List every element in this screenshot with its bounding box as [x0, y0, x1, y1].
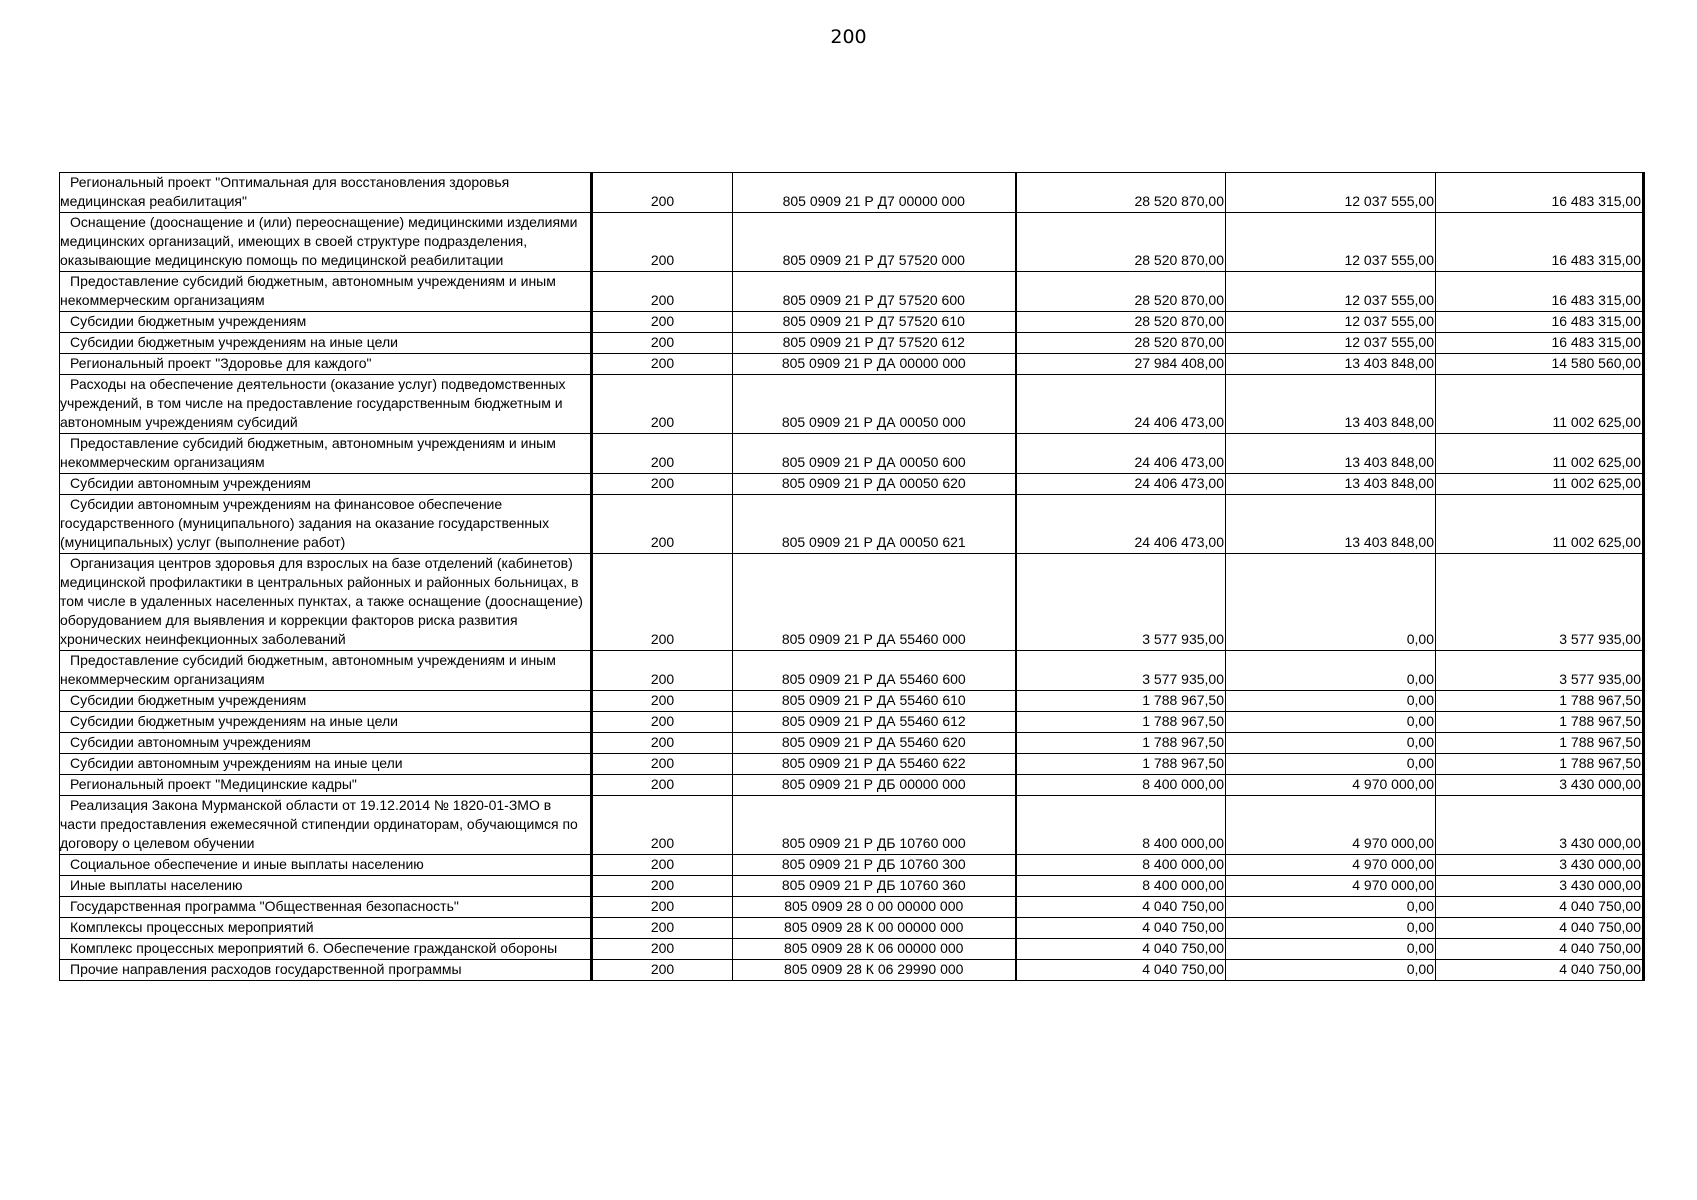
row-name: Организация центров здоровья для взрослых на базе отделений (кабинетов) медицинской профилактики в центральных районных и районных больницах, в том числе в удаленных населенных пунктах, а также оснащение (дооснащение) оборудованием для выявления и коррекции факторов риска развития хронических неинфекционных заболеваний: [60, 554, 592, 651]
row-amount-b: 3 577 935,00: [1436, 651, 1644, 691]
row-name: Субсидии бюджетным учреждениям на иные цели: [60, 333, 592, 354]
row-amount-b: 4 040 750,00: [1436, 918, 1644, 939]
row-page-ref: 200: [592, 354, 733, 375]
table-row: [60, 960, 1644, 981]
row-amount-a: 0,00: [1226, 897, 1436, 918]
row-amount-b: 3 430 000,00: [1436, 855, 1644, 876]
row-budget-code: 805 0909 21 Р ДА 00050 600: [733, 434, 1016, 474]
row-amount-total: 28 520 870,00: [1016, 333, 1226, 354]
row-amount-a: 0,00: [1226, 939, 1436, 960]
row-amount-a: 0,00: [1226, 712, 1436, 733]
row-amount-b: 3 430 000,00: [1436, 876, 1644, 897]
row-page-ref: 200: [592, 897, 733, 918]
row-amount-total: 28 520 870,00: [1016, 272, 1226, 312]
row-budget-code: 805 0909 21 Р ДБ 00000 000: [733, 775, 1016, 796]
row-amount-total: 8 400 000,00: [1016, 775, 1226, 796]
table-row: [60, 173, 1644, 213]
row-amount-total: 1 788 967,50: [1016, 733, 1226, 754]
row-amount-b: 1 788 967,50: [1436, 754, 1644, 775]
row-amount-a: 12 037 555,00: [1226, 213, 1436, 272]
row-page-ref: 200: [592, 312, 733, 333]
row-amount-b: 11 002 625,00: [1436, 375, 1644, 434]
table-row: [60, 754, 1644, 775]
row-budget-code: 805 0909 21 Р ДА 55460 612: [733, 712, 1016, 733]
table-row: [60, 712, 1644, 733]
row-amount-total: 28 520 870,00: [1016, 173, 1226, 213]
row-amount-a: 0,00: [1226, 960, 1436, 981]
row-budget-code: 805 0909 21 Р ДА 55460 600: [733, 651, 1016, 691]
row-name: Расходы на обеспечение деятельности (оказание услуг) подведомственных учреждений, в том числе на предоставление государственным бюджетным и автономным учреждениям субсидий: [60, 375, 592, 434]
row-amount-total: 1 788 967,50: [1016, 754, 1226, 775]
table-row: [60, 796, 1644, 855]
row-budget-code: 805 0909 21 Р ДА 00000 000: [733, 354, 1016, 375]
row-name: Субсидии автономным учреждениям на иные цели: [60, 754, 592, 775]
row-budget-code: 805 0909 21 Р ДА 55460 622: [733, 754, 1016, 775]
row-amount-total: 8 400 000,00: [1016, 796, 1226, 855]
row-page-ref: 200: [592, 375, 733, 434]
row-page-ref: 200: [592, 876, 733, 897]
table-row: [60, 354, 1644, 375]
row-amount-total: 28 520 870,00: [1016, 312, 1226, 333]
row-page-ref: 200: [592, 434, 733, 474]
row-name: Социальное обеспечение и иные выплаты населению: [60, 855, 592, 876]
row-amount-total: 24 406 473,00: [1016, 434, 1226, 474]
row-page-ref: 200: [592, 173, 733, 213]
row-budget-code: 805 0909 28 К 06 29990 000: [733, 960, 1016, 981]
row-page-ref: 200: [592, 333, 733, 354]
row-amount-total: 4 040 750,00: [1016, 918, 1226, 939]
row-name: Комплекс процессных мероприятий 6. Обеспечение гражданской обороны: [60, 939, 592, 960]
row-page-ref: 200: [592, 775, 733, 796]
row-page-ref: 200: [592, 754, 733, 775]
table-row: [60, 554, 1644, 651]
row-amount-total: 27 984 408,00: [1016, 354, 1226, 375]
row-budget-code: 805 0909 28 0 00 00000 000: [733, 897, 1016, 918]
row-name: Субсидии автономным учреждениям: [60, 733, 592, 754]
row-page-ref: 200: [592, 733, 733, 754]
table-row: [60, 691, 1644, 712]
row-name: Предоставление субсидий бюджетным, автономным учреждениям и иным некоммерческим организациям: [60, 434, 592, 474]
row-amount-total: 1 788 967,50: [1016, 691, 1226, 712]
row-amount-a: 13 403 848,00: [1226, 495, 1436, 554]
page-number: 200: [830, 26, 867, 48]
row-amount-total: 8 400 000,00: [1016, 876, 1226, 897]
row-amount-a: 13 403 848,00: [1226, 434, 1436, 474]
row-name: Государственная программа "Общественная безопасность": [60, 897, 592, 918]
table-row: [60, 213, 1644, 272]
row-amount-a: 4 970 000,00: [1226, 876, 1436, 897]
row-amount-a: 4 970 000,00: [1226, 775, 1436, 796]
row-page-ref: 200: [592, 939, 733, 960]
row-amount-b: 1 788 967,50: [1436, 733, 1644, 754]
row-name: Оснащение (дооснащение и (или) переоснащение) медицинскими изделиями медицинских организаций, имеющих в своей структуре подразделения, оказывающие медицинскую помощь по медицинской реабилитации: [60, 213, 592, 272]
row-name: Предоставление субсидий бюджетным, автономным учреждениям и иным некоммерческим организациям: [60, 651, 592, 691]
table-row: [60, 272, 1644, 312]
row-amount-a: 12 037 555,00: [1226, 312, 1436, 333]
row-page-ref: 200: [592, 495, 733, 554]
row-name: Прочие направления расходов государственной программы: [60, 960, 592, 981]
row-page-ref: 200: [592, 213, 733, 272]
row-budget-code: 805 0909 21 Р ДА 55460 620: [733, 733, 1016, 754]
row-amount-total: 24 406 473,00: [1016, 495, 1226, 554]
row-amount-b: 4 040 750,00: [1436, 960, 1644, 981]
row-page-ref: 200: [592, 960, 733, 981]
row-amount-a: 4 970 000,00: [1226, 855, 1436, 876]
row-page-ref: 200: [592, 474, 733, 495]
row-amount-b: 1 788 967,50: [1436, 691, 1644, 712]
table-row: [60, 876, 1644, 897]
row-amount-a: 13 403 848,00: [1226, 354, 1436, 375]
row-amount-b: 14 580 560,00: [1436, 354, 1644, 375]
row-name: Иные выплаты населению: [60, 876, 592, 897]
row-budget-code: 805 0909 21 Р ДБ 10760 300: [733, 855, 1016, 876]
row-amount-total: 28 520 870,00: [1016, 213, 1226, 272]
row-amount-total: 3 577 935,00: [1016, 554, 1226, 651]
row-amount-total: 24 406 473,00: [1016, 375, 1226, 434]
row-budget-code: 805 0909 21 Р ДБ 10760 360: [733, 876, 1016, 897]
row-amount-a: 13 403 848,00: [1226, 474, 1436, 495]
row-budget-code: 805 0909 21 Р ДА 55460 610: [733, 691, 1016, 712]
row-amount-a: 0,00: [1226, 554, 1436, 651]
table-row: [60, 434, 1644, 474]
row-page-ref: 200: [592, 554, 733, 651]
table-row: [60, 897, 1644, 918]
row-amount-b: 16 483 315,00: [1436, 213, 1644, 272]
row-name: Комплексы процессных мероприятий: [60, 918, 592, 939]
row-page-ref: 200: [592, 651, 733, 691]
row-amount-total: 8 400 000,00: [1016, 855, 1226, 876]
table-row: [60, 775, 1644, 796]
row-amount-total: 4 040 750,00: [1016, 939, 1226, 960]
row-amount-a: 0,00: [1226, 651, 1436, 691]
table-row: [60, 375, 1644, 434]
row-amount-b: 1 788 967,50: [1436, 712, 1644, 733]
row-amount-b: 3 577 935,00: [1436, 554, 1644, 651]
row-amount-a: 4 970 000,00: [1226, 796, 1436, 855]
row-amount-b: 16 483 315,00: [1436, 173, 1644, 213]
row-amount-total: 4 040 750,00: [1016, 960, 1226, 981]
row-page-ref: 200: [592, 712, 733, 733]
row-name: Предоставление субсидий бюджетным, автономным учреждениям и иным некоммерческим организациям: [60, 272, 592, 312]
row-name: Субсидии бюджетным учреждениям: [60, 691, 592, 712]
row-budget-code: 805 0909 21 Р ДА 00050 000: [733, 375, 1016, 434]
row-amount-b: 3 430 000,00: [1436, 775, 1644, 796]
row-page-ref: 200: [592, 796, 733, 855]
row-name: Региональный проект "Медицинские кадры": [60, 775, 592, 796]
row-amount-b: 4 040 750,00: [1436, 939, 1644, 960]
row-name: Реализация Закона Мурманской области от 19.12.2014 № 1820-01-ЗМО в части предоставления ежемесячной стипендии ординаторам, обучающимся по договору о целевом обучении: [60, 796, 592, 855]
row-amount-a: 0,00: [1226, 754, 1436, 775]
table-row: [60, 651, 1644, 691]
row-amount-a: 12 037 555,00: [1226, 173, 1436, 213]
table-row: [60, 495, 1644, 554]
table-row: [60, 918, 1644, 939]
row-page-ref: 200: [592, 918, 733, 939]
row-name: Субсидии автономным учреждениям: [60, 474, 592, 495]
row-amount-b: 16 483 315,00: [1436, 333, 1644, 354]
row-amount-a: 12 037 555,00: [1226, 272, 1436, 312]
row-amount-a: 0,00: [1226, 691, 1436, 712]
budget-table: [59, 172, 1645, 981]
row-name: Субсидии бюджетным учреждениям на иные цели: [60, 712, 592, 733]
row-amount-b: 16 483 315,00: [1436, 272, 1644, 312]
table-row: [60, 474, 1644, 495]
row-amount-b: 11 002 625,00: [1436, 495, 1644, 554]
row-budget-code: 805 0909 21 Р Д7 57520 610: [733, 312, 1016, 333]
table-row: [60, 333, 1644, 354]
row-amount-a: 0,00: [1226, 733, 1436, 754]
table-row: [60, 733, 1644, 754]
row-amount-b: 4 040 750,00: [1436, 897, 1644, 918]
row-amount-total: 1 788 967,50: [1016, 712, 1226, 733]
row-amount-b: 11 002 625,00: [1436, 434, 1644, 474]
row-amount-b: 11 002 625,00: [1436, 474, 1644, 495]
row-budget-code: 805 0909 21 Р ДА 55460 000: [733, 554, 1016, 651]
row-budget-code: 805 0909 28 К 06 00000 000: [733, 939, 1016, 960]
row-name: Региональный проект "Здоровье для каждого": [60, 354, 592, 375]
row-budget-code: 805 0909 21 Р Д7 57520 000: [733, 213, 1016, 272]
table-row: [60, 939, 1644, 960]
row-amount-b: 16 483 315,00: [1436, 312, 1644, 333]
row-page-ref: 200: [592, 272, 733, 312]
row-budget-code: 805 0909 21 Р Д7 57520 612: [733, 333, 1016, 354]
row-amount-b: 3 430 000,00: [1436, 796, 1644, 855]
row-budget-code: 805 0909 21 Р ДА 00050 621: [733, 495, 1016, 554]
row-name: Субсидии автономным учреждениям на финансовое обеспечение государственного (муниципального) задания на оказание государственных (муниципальных) услуг (выполнение работ): [60, 495, 592, 554]
row-budget-code: 805 0909 21 Р ДБ 10760 000: [733, 796, 1016, 855]
table-row: [60, 312, 1644, 333]
row-amount-a: 12 037 555,00: [1226, 333, 1436, 354]
table-row: [60, 855, 1644, 876]
row-name: Региональный проект "Оптимальная для восстановления здоровья медицинская реабилитация": [60, 173, 592, 213]
row-budget-code: 805 0909 21 Р Д7 00000 000: [733, 173, 1016, 213]
row-page-ref: 200: [592, 855, 733, 876]
row-name: Субсидии бюджетным учреждениям: [60, 312, 592, 333]
row-amount-total: 4 040 750,00: [1016, 897, 1226, 918]
row-amount-total: 24 406 473,00: [1016, 474, 1226, 495]
row-amount-a: 13 403 848,00: [1226, 375, 1436, 434]
row-budget-code: 805 0909 21 Р ДА 00050 620: [733, 474, 1016, 495]
row-budget-code: 805 0909 28 К 00 00000 000: [733, 918, 1016, 939]
row-amount-total: 3 577 935,00: [1016, 651, 1226, 691]
row-amount-a: 0,00: [1226, 918, 1436, 939]
row-page-ref: 200: [592, 691, 733, 712]
row-budget-code: 805 0909 21 Р Д7 57520 600: [733, 272, 1016, 312]
